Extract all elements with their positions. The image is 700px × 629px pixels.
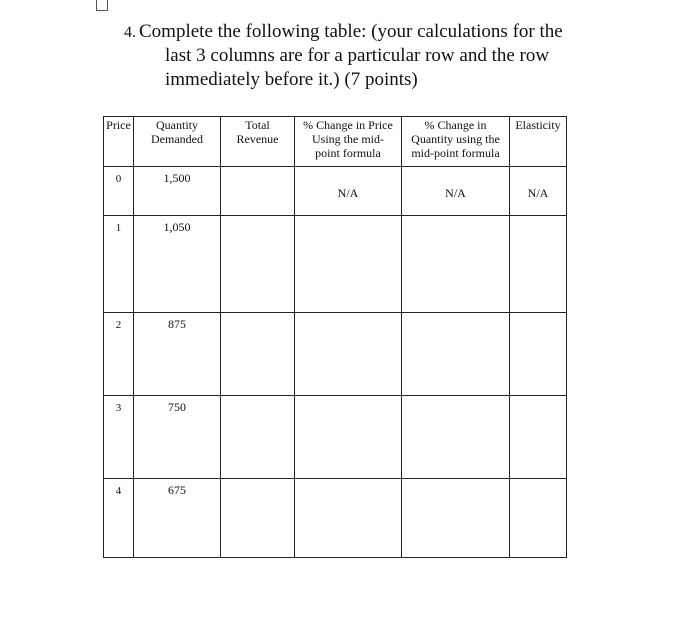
revenue-cell[interactable] [221,167,295,216]
question-line-1: Complete the following table: (your calculations for the [139,21,563,42]
elasticity-table [103,116,567,558]
revenue-cell[interactable] [221,479,295,558]
pct-price-cell[interactable] [295,479,402,558]
checkbox[interactable] [96,0,108,11]
pct-qty-cell[interactable] [402,313,510,396]
header-pct-change-quantity: % Change in Quantity using the mid-point formula [402,117,510,167]
elasticity-cell[interactable] [510,396,567,479]
quantity-cell: 1,050 [134,216,221,313]
question-line-3: immediately before it.) (7 points) [165,69,418,90]
header-row [104,117,567,167]
pct-qty-cell[interactable] [402,396,510,479]
quantity-cell: 750 [134,396,221,479]
price-cell: 2 [104,313,134,396]
header-elasticity: Elasticity [510,117,567,167]
elasticity-cell[interactable] [510,216,567,313]
elasticity-cell[interactable]: N/A [510,167,567,216]
pct-qty-cell[interactable]: N/A [402,167,510,216]
revenue-cell[interactable] [221,216,295,313]
table-row [104,167,567,216]
elasticity-cell[interactable] [510,313,567,396]
table-row [104,216,567,313]
revenue-cell[interactable] [221,313,295,396]
quantity-cell: 875 [134,313,221,396]
price-cell: 4 [104,479,134,558]
pct-price-cell[interactable] [295,313,402,396]
pct-qty-cell[interactable] [402,216,510,313]
question-line-2: last 3 columns are for a particular row and the row [165,45,550,66]
pct-price-cell[interactable]: N/A [295,167,402,216]
price-cell: 3 [104,396,134,479]
header-quantity: Quantity Demanded [134,117,221,167]
header-price: Price [104,117,134,167]
table-row [104,396,567,479]
quantity-cell: 675 [134,479,221,558]
header-total-revenue: Total Revenue [221,117,295,167]
pct-price-cell[interactable] [295,216,402,313]
table-row [104,313,567,396]
price-cell: 0 [104,167,134,216]
pct-price-cell[interactable] [295,396,402,479]
question-number: 4. [124,24,136,41]
revenue-cell[interactable] [221,396,295,479]
pct-qty-cell[interactable] [402,479,510,558]
price-cell: 1 [104,216,134,313]
quantity-cell: 1,500 [134,167,221,216]
table-row [104,479,567,558]
header-pct-change-price: % Change in Price Using the mid- point formula [295,117,402,167]
elasticity-cell[interactable] [510,479,567,558]
